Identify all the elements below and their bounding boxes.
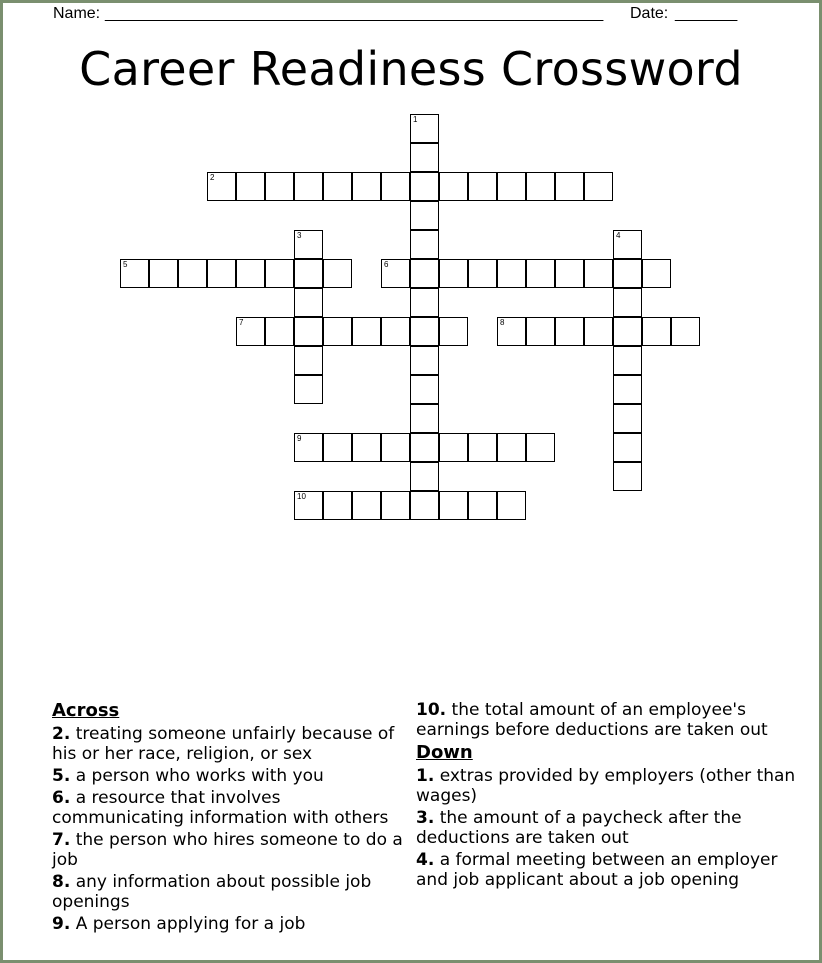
grid-cell[interactable]: [410, 317, 439, 346]
grid-cell[interactable]: [236, 259, 265, 288]
grid-cell[interactable]: [584, 172, 613, 201]
clue-across-9: [52, 914, 412, 934]
grid-cell[interactable]: [497, 259, 526, 288]
crossword-grid: [3, 3, 819, 543]
clue-text: any information about possible job openings: [52, 872, 372, 912]
page-title: Career Readiness Crossword: [79, 42, 743, 96]
clue-number: 7.: [52, 830, 71, 850]
grid-cell[interactable]: [410, 143, 439, 172]
clue-text: a person who works with you: [75, 766, 324, 786]
grid-cell[interactable]: [352, 491, 381, 520]
grid-cell[interactable]: [323, 259, 352, 288]
clue-down-1: [416, 766, 796, 806]
clue-number: 1.: [416, 766, 435, 786]
grid-cell[interactable]: [294, 172, 323, 201]
grid-cell[interactable]: [497, 433, 526, 462]
down-heading: Down: [416, 742, 473, 763]
cell-number: 2: [210, 173, 215, 182]
grid-cell[interactable]: [410, 462, 439, 491]
grid-cell[interactable]: [294, 230, 323, 259]
cell-number: 4: [616, 231, 621, 240]
grid-cell[interactable]: [410, 433, 439, 462]
grid-cell[interactable]: [613, 346, 642, 375]
grid-cell[interactable]: [439, 259, 468, 288]
grid-cell[interactable]: [410, 259, 439, 288]
grid-cell[interactable]: [497, 172, 526, 201]
clue-down-3: [416, 808, 796, 848]
grid-cell[interactable]: [207, 259, 236, 288]
grid-cell[interactable]: [207, 172, 236, 201]
grid-cell[interactable]: [265, 259, 294, 288]
grid-cell[interactable]: [468, 259, 497, 288]
clue-number: 2.: [52, 724, 71, 744]
grid-cell[interactable]: [439, 433, 468, 462]
grid-cell[interactable]: [149, 259, 178, 288]
clue-across-2: [52, 724, 412, 764]
grid-cell[interactable]: [294, 491, 323, 520]
clue-text: the person who hires someone to do a job: [52, 830, 403, 870]
grid-cell[interactable]: [410, 375, 439, 404]
grid-cell[interactable]: [497, 317, 526, 346]
grid-cell[interactable]: [584, 259, 613, 288]
grid-cell[interactable]: [236, 317, 265, 346]
grid-cell[interactable]: [410, 201, 439, 230]
grid-cell[interactable]: [294, 317, 323, 346]
clue-text: A person applying for a job: [75, 914, 306, 934]
grid-cell[interactable]: [410, 114, 439, 143]
grid-cell[interactable]: [526, 172, 555, 201]
date-line: _______: [675, 5, 738, 22]
grid-cell[interactable]: [352, 317, 381, 346]
grid-cell[interactable]: [323, 433, 352, 462]
clues-right-column: [416, 700, 796, 892]
grid-cell[interactable]: [439, 317, 468, 346]
grid-cell[interactable]: [381, 433, 410, 462]
grid-cell[interactable]: [555, 172, 584, 201]
grid-cell[interactable]: [613, 288, 642, 317]
clue-text: extras provided by employers (other than wages): [416, 766, 796, 806]
grid-cell[interactable]: [352, 172, 381, 201]
grid-cell[interactable]: [381, 259, 410, 288]
grid-cell[interactable]: [265, 317, 294, 346]
clue-across-6: [52, 788, 412, 828]
grid-cell[interactable]: [410, 230, 439, 259]
clue-across-8: [52, 872, 412, 912]
grid-cell[interactable]: [410, 346, 439, 375]
grid-cell[interactable]: [526, 317, 555, 346]
grid-cell[interactable]: [671, 317, 700, 346]
clue-number: 9.: [52, 914, 71, 934]
cell-number: 10: [297, 492, 306, 501]
clue-text: a resource that involves communicating information with others: [52, 788, 389, 828]
clue-across-10: [416, 700, 796, 740]
clue-text: treating someone unfairly because of his or her race, religion, or sex: [52, 724, 395, 764]
grid-cell[interactable]: [323, 317, 352, 346]
cell-number: 5: [123, 260, 128, 269]
grid-cell[interactable]: [642, 259, 671, 288]
grid-cell[interactable]: [294, 259, 323, 288]
grid-cell[interactable]: [294, 288, 323, 317]
grid-cell[interactable]: [642, 317, 671, 346]
clue-number: 5.: [52, 766, 71, 786]
grid-cell[interactable]: [497, 491, 526, 520]
grid-cell[interactable]: [613, 433, 642, 462]
cell-number: 1: [413, 115, 418, 124]
clue-across-7: [52, 830, 412, 870]
grid-cell[interactable]: [410, 404, 439, 433]
grid-cell[interactable]: [613, 404, 642, 433]
grid-cell[interactable]: [613, 259, 642, 288]
grid-cell[interactable]: [584, 317, 613, 346]
cell-number: 6: [384, 260, 389, 269]
name-label: Name:: [53, 5, 101, 22]
grid-cell[interactable]: [555, 317, 584, 346]
grid-cell[interactable]: [236, 172, 265, 201]
grid-cell[interactable]: [410, 172, 439, 201]
grid-cell[interactable]: [468, 491, 497, 520]
grid-cell[interactable]: [381, 491, 410, 520]
grid-cell[interactable]: [294, 346, 323, 375]
cell-number: 8: [500, 318, 505, 327]
clue-across-5: [52, 766, 412, 786]
cell-number: 9: [297, 434, 302, 443]
clue-number: 4.: [416, 850, 435, 870]
grid-cell[interactable]: [381, 317, 410, 346]
clue-text: a formal meeting between an employer and job applicant about a job opening: [416, 850, 778, 890]
date-label: Date:: [630, 5, 669, 22]
grid-cell[interactable]: [410, 288, 439, 317]
clue-number: 10.: [416, 700, 447, 720]
clue-number: 6.: [52, 788, 71, 808]
grid-cell[interactable]: [439, 491, 468, 520]
grid-cell[interactable]: [468, 172, 497, 201]
grid-cell[interactable]: [555, 259, 584, 288]
grid-cell[interactable]: [613, 375, 642, 404]
clue-text: the amount of a paycheck after the deductions are taken out: [416, 808, 742, 848]
clue-number: 8.: [52, 872, 71, 892]
grid-cell[interactable]: [265, 172, 294, 201]
grid-cell[interactable]: [613, 462, 642, 491]
grid-cell[interactable]: [294, 375, 323, 404]
grid-cell[interactable]: [613, 317, 642, 346]
cell-number: 3: [297, 231, 302, 240]
grid-cell[interactable]: [613, 230, 642, 259]
grid-cell[interactable]: [439, 172, 468, 201]
grid-cell[interactable]: [178, 259, 207, 288]
grid-cell[interactable]: [323, 172, 352, 201]
grid-cell[interactable]: [352, 433, 381, 462]
grid-cell[interactable]: [120, 259, 149, 288]
grid-cell[interactable]: [468, 433, 497, 462]
grid-cell[interactable]: [294, 433, 323, 462]
clue-down-4: [416, 850, 796, 890]
clues-across: [52, 700, 412, 936]
clue-number: 3.: [416, 808, 435, 828]
grid-cell[interactable]: [381, 172, 410, 201]
cell-number: 7: [239, 318, 244, 327]
grid-cell[interactable]: [526, 433, 555, 462]
across-heading: Across: [52, 700, 120, 721]
grid-cell[interactable]: [323, 491, 352, 520]
clue-text: the total amount of an employee's earnings before deductions are taken out: [416, 700, 768, 740]
grid-cell[interactable]: [410, 491, 439, 520]
grid-cell[interactable]: [526, 259, 555, 288]
name-line: ________________________________________________________: [105, 5, 604, 22]
